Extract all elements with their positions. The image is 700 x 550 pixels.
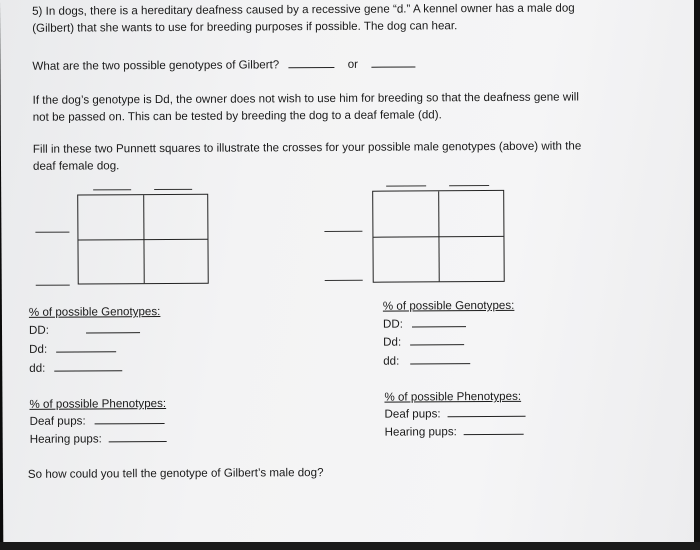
left-phenotype-blank[interactable] <box>109 431 167 442</box>
left-genotype-dd-lower <box>29 359 122 378</box>
right-genotypes-title: % of possible Genotypes: <box>382 298 515 313</box>
genotype-blank-1[interactable] <box>288 57 334 68</box>
left-genotype-label: Dd: <box>29 342 48 356</box>
paragraph-3-line-2: deaf female dog. <box>32 159 120 173</box>
question-line-2: (Gilbert) that she wants to use for breeding purposes if possible. The dog can hear. <box>32 19 458 35</box>
left-phenotype-hearing <box>30 430 168 449</box>
right-phenotype-label: Deaf pups: <box>384 407 441 421</box>
final-question: So how could you tell the genotype of Gilbert’s male dog? <box>27 466 324 481</box>
right-genotype-blank[interactable] <box>410 334 464 345</box>
left-phenotype-label: Hearing pups: <box>29 432 102 446</box>
right-genotype-dd-upper <box>383 315 466 334</box>
left-phenotype-deaf <box>30 412 165 431</box>
right-top-allele-blank-2[interactable] <box>449 185 489 186</box>
genotype-blank-2[interactable] <box>371 56 415 67</box>
left-genotype-label: dd: <box>29 361 46 375</box>
left-phenotypes-title: % of possible Phenotypes: <box>29 396 167 411</box>
right-phenotype-blank[interactable] <box>448 406 526 417</box>
left-genotype-label: DD: <box>28 323 50 337</box>
left-phenotype-label: Deaf pups: <box>29 414 86 428</box>
right-genotype-dd-mixed <box>383 333 464 351</box>
left-punnett-square[interactable] <box>77 194 209 285</box>
question-line-1: 5) In dogs, there is a hereditary deafness caused by a recessive gene “d.” A kennel owner has a male dog <box>32 1 575 18</box>
right-top-allele-blank-1[interactable] <box>386 185 426 186</box>
or-word: or <box>347 57 359 71</box>
genotypes-prompt-text: What are the two possible genotypes of Gilbert? <box>32 58 280 73</box>
left-genotype-blank[interactable] <box>55 360 123 371</box>
left-side-allele-blank-2[interactable] <box>36 285 70 286</box>
right-genotype-blank[interactable] <box>412 316 466 327</box>
left-top-allele-blank-1[interactable] <box>93 189 131 190</box>
left-top-allele-blank-2[interactable] <box>154 189 192 190</box>
left-phenotype-blank[interactable] <box>95 413 165 424</box>
left-side-allele-blank-1[interactable] <box>35 232 69 233</box>
paragraph-2-line-1: If the dog’s genotype is Dd, the owner does not wish to use him for breeding so that the deafness gene will <box>32 90 579 107</box>
right-genotype-label: Dd: <box>383 335 402 349</box>
right-genotype-dd-lower <box>383 352 470 371</box>
left-genotype-dd-mixed <box>29 340 116 359</box>
right-phenotype-blank[interactable] <box>464 424 524 435</box>
right-genotype-label: DD: <box>382 317 403 331</box>
photo-edge-bottom <box>0 542 700 550</box>
right-phenotype-deaf <box>384 405 525 424</box>
right-side-allele-blank-2[interactable] <box>325 280 363 281</box>
right-side-allele-blank-1[interactable] <box>324 231 362 232</box>
right-genotype-label: dd: <box>383 354 400 368</box>
right-phenotypes-title: % of possible Phenotypes: <box>384 389 522 404</box>
right-phenotype-hearing <box>385 423 525 442</box>
left-genotypes-title: % of possible Genotypes: <box>28 305 161 319</box>
paragraph-2-line-2: not be passed on. This can be tested by breeding the dog to a deaf female (dd). <box>32 108 442 124</box>
photo-edge-right <box>694 0 700 550</box>
left-genotype-dd-upper <box>29 321 140 340</box>
paragraph-3-line-1: Fill in these two Punnett squares to illustrate the crosses for your possible male genotypes (above) with the <box>32 139 582 156</box>
left-genotype-blank[interactable] <box>56 341 116 352</box>
left-genotype-blank[interactable] <box>86 322 140 333</box>
genotypes-prompt <box>32 55 415 75</box>
right-genotype-blank[interactable] <box>411 353 471 364</box>
right-punnett-square[interactable] <box>372 190 505 283</box>
right-phenotype-label: Hearing pups: <box>384 425 457 439</box>
